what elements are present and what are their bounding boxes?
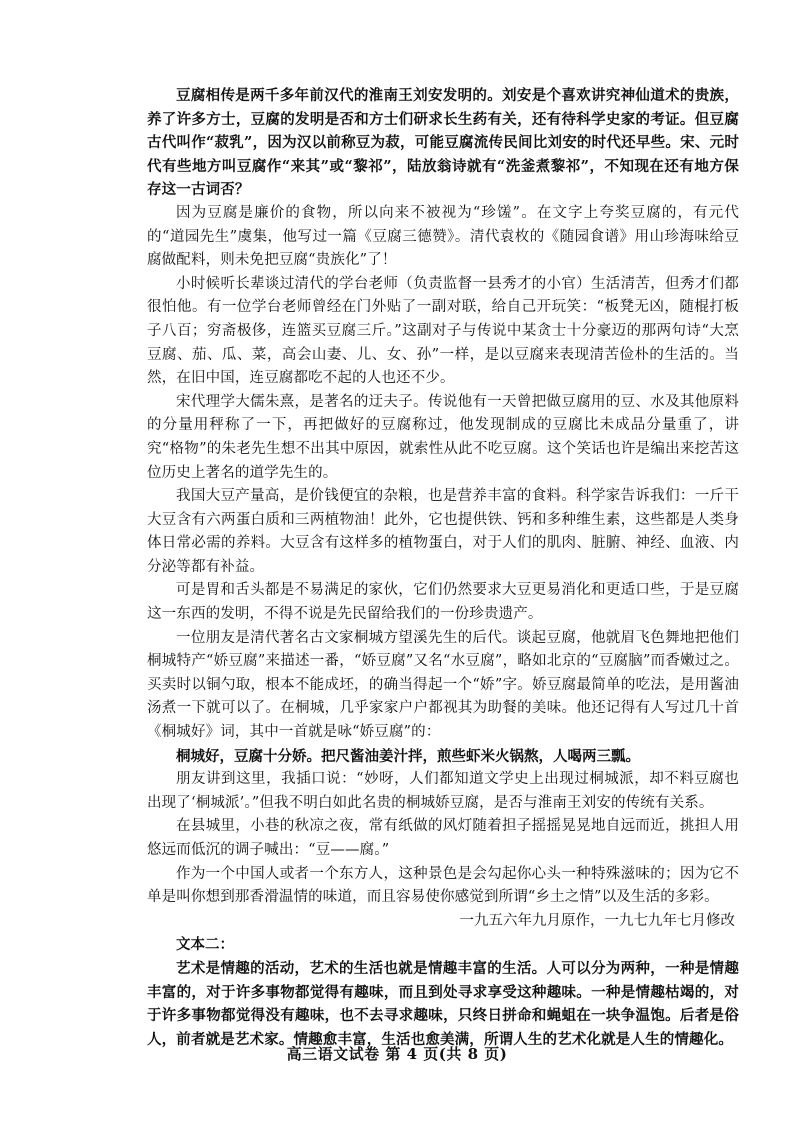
paragraph-invention-heritage: 可是胃和舌头都是不易满足的家伙，它们仍然要求大豆更易消化和更适口些，于是豆腐这一东西的发明，不得不说是先民留给我们的一份珍贵遗产。	[147, 582, 739, 623]
paragraph-tongcheng-school: 朋友讲到这里，我插口说：“妙呀，人们都知道文学史上出现过桐城派，却不料豆腐也出现了‘桐城派’。”但我不明白如此名贵的桐城娇豆腐，是否与淮南王刘安的传统有关系。	[147, 771, 739, 811]
page-footer: 高三语文试卷 第 4 页(共 8 页)	[286, 1045, 508, 1063]
paragraph-origin-of-tofu: 豆腐相传是两千多年前汉代的淮南王刘安发明的。刘安是个喜欢讲究神仙道术的贵族，养了许多方士，豆腐的发明是否和方士们研求长生药有关，还有待科学史家的考证。但豆腐古代叫作“菽乳”，因为汉以前称豆为菽，可能豆腐流传民间比刘安的时代还早些。宋、元时代有些地方叫豆腐作“来其”或“黎祁”，陆放翁诗就有“洗釜煮黎祁”，不知现在还有地方保存这一古词否？	[147, 87, 739, 199]
paragraph-tongcheng-tofu: 一位朋友是清代著名古文家桐城方望溪先生的后代。谈起豆腐，他就眉飞色舞地把他们桐城特产“娇豆腐”来描述一番，“娇豆腐”又名“水豆腐”，略如北京的“豆腐脑”而香嫩过之。买卖时以铜勺取，根本不能成坯，的确当得起一个“娇”字。娇豆腐最简单的吃法，是用酱油汤煮一下就可以了。在桐城，几乎家家户户都视其为助餐的美味。他还记得有人写过几十首《桐城好》词，其中一首就是咏“娇豆腐”的：	[147, 629, 739, 741]
verse-tongcheng-hao: 桐城好，豆腐十分娇。把尺酱油姜汁拌，煎些虾米火锅熬，人喝两三瓢。	[176, 747, 640, 765]
paragraph-homeland-feeling: 作为一个中国人或者一个东方人，这种景色是会勾起你心头一种特殊滋味的；因为它不单是叫你想到那香滑温情的味道，而且容易使你感觉到所谓“乡土之情”以及生活的多彩。	[147, 865, 739, 906]
paragraph-soybean-nutrition: 我国大豆产量高，是价钱便宜的杂粮，也是营养丰富的食料。科学家告诉我们：一斤干大豆含有六两蛋白质和三两植物油！此外，它也提供铁、钙和多种维生素，这些都是人类身体日常必需的养料。大豆含有这样多的植物蛋白，对于人们的肌肉、脏腑、神经、血液、内分泌等都有补益。	[147, 488, 739, 575]
paragraph-tofu-praise: 因为豆腐是廉价的食物，所以向来不被视为“珍馐”。在文字上夸奖豆腐的，有元代的“道园先生”虞集，他写过一篇《豆腐三德赞》。清代袁枚的《随园食谱》用山珍海味给豆腐做配料，则未免把豆腐“贵族化”了！	[147, 204, 739, 269]
text-body	[147, 84, 739, 1051]
paragraph-tofu-vendor: 在县城里，小巷的秋凉之夜，常有纸做的风灯随着担子摇摇晃晃地自远而近，挑担人用悠远而低沉的调子喊出：“豆——腐。”	[147, 818, 739, 858]
paragraph-zhu-xi: 宋代理学大儒朱熹，是著名的迂夫子。传说他有一天曾把做豆腐用的豆、水及其他原料的分量用秤称了一下，再把做好的豆腐称过，他发现制成的豆腐比未成品分量重了，讲究“格物”的朱老先生想不出其中原因，就索性从此不吃豆腐。这个笑话也许是编出来挖苦这位历史上著名的道学先生的。	[147, 393, 739, 481]
paragraph-scholar-couplet: 小时候听长辈谈过清代的学台老师（负责监督一县秀才的小官）生活清苦，但秀才们都很怕他。有一位学台老师曾经在门外贴了一副对联，给自己开玩笑：“板凳无凶，随棍打板子八百；穷斋极侈，连篮买豆腐三斤。”这副对子与传说中某贪士十分豪迈的那两句诗“大烹豆腐、茄、瓜、菜，高会山妻、儿、女、孙”一样，是以豆腐来表现清苦俭朴的生活的。当然，在旧中国，连豆腐都吃不起的人也还不少。	[147, 275, 739, 387]
paragraph-art-and-taste: 艺术是情趣的活动，艺术的生活也就是情趣丰富的生活。人可以分为两种，一种是情趣丰富的，对于许多事物都觉得有趣味，而且到处寻求享受这种趣味。一种是情趣枯竭的，对于许多事物都觉得没有趣味，也不去寻求趣味，只终日拼命和蝇蛆在一块争温饱。后者是俗人，前者就是艺术家。情趣愈丰富，生活也愈美满，所谓人生的艺术化就是人生的情趣化。	[147, 959, 739, 1048]
section-title-text-two: 文本二：	[176, 936, 234, 954]
author-date-signature: 一九五六年九月原作，一九七九年七月修改	[459, 912, 735, 929]
